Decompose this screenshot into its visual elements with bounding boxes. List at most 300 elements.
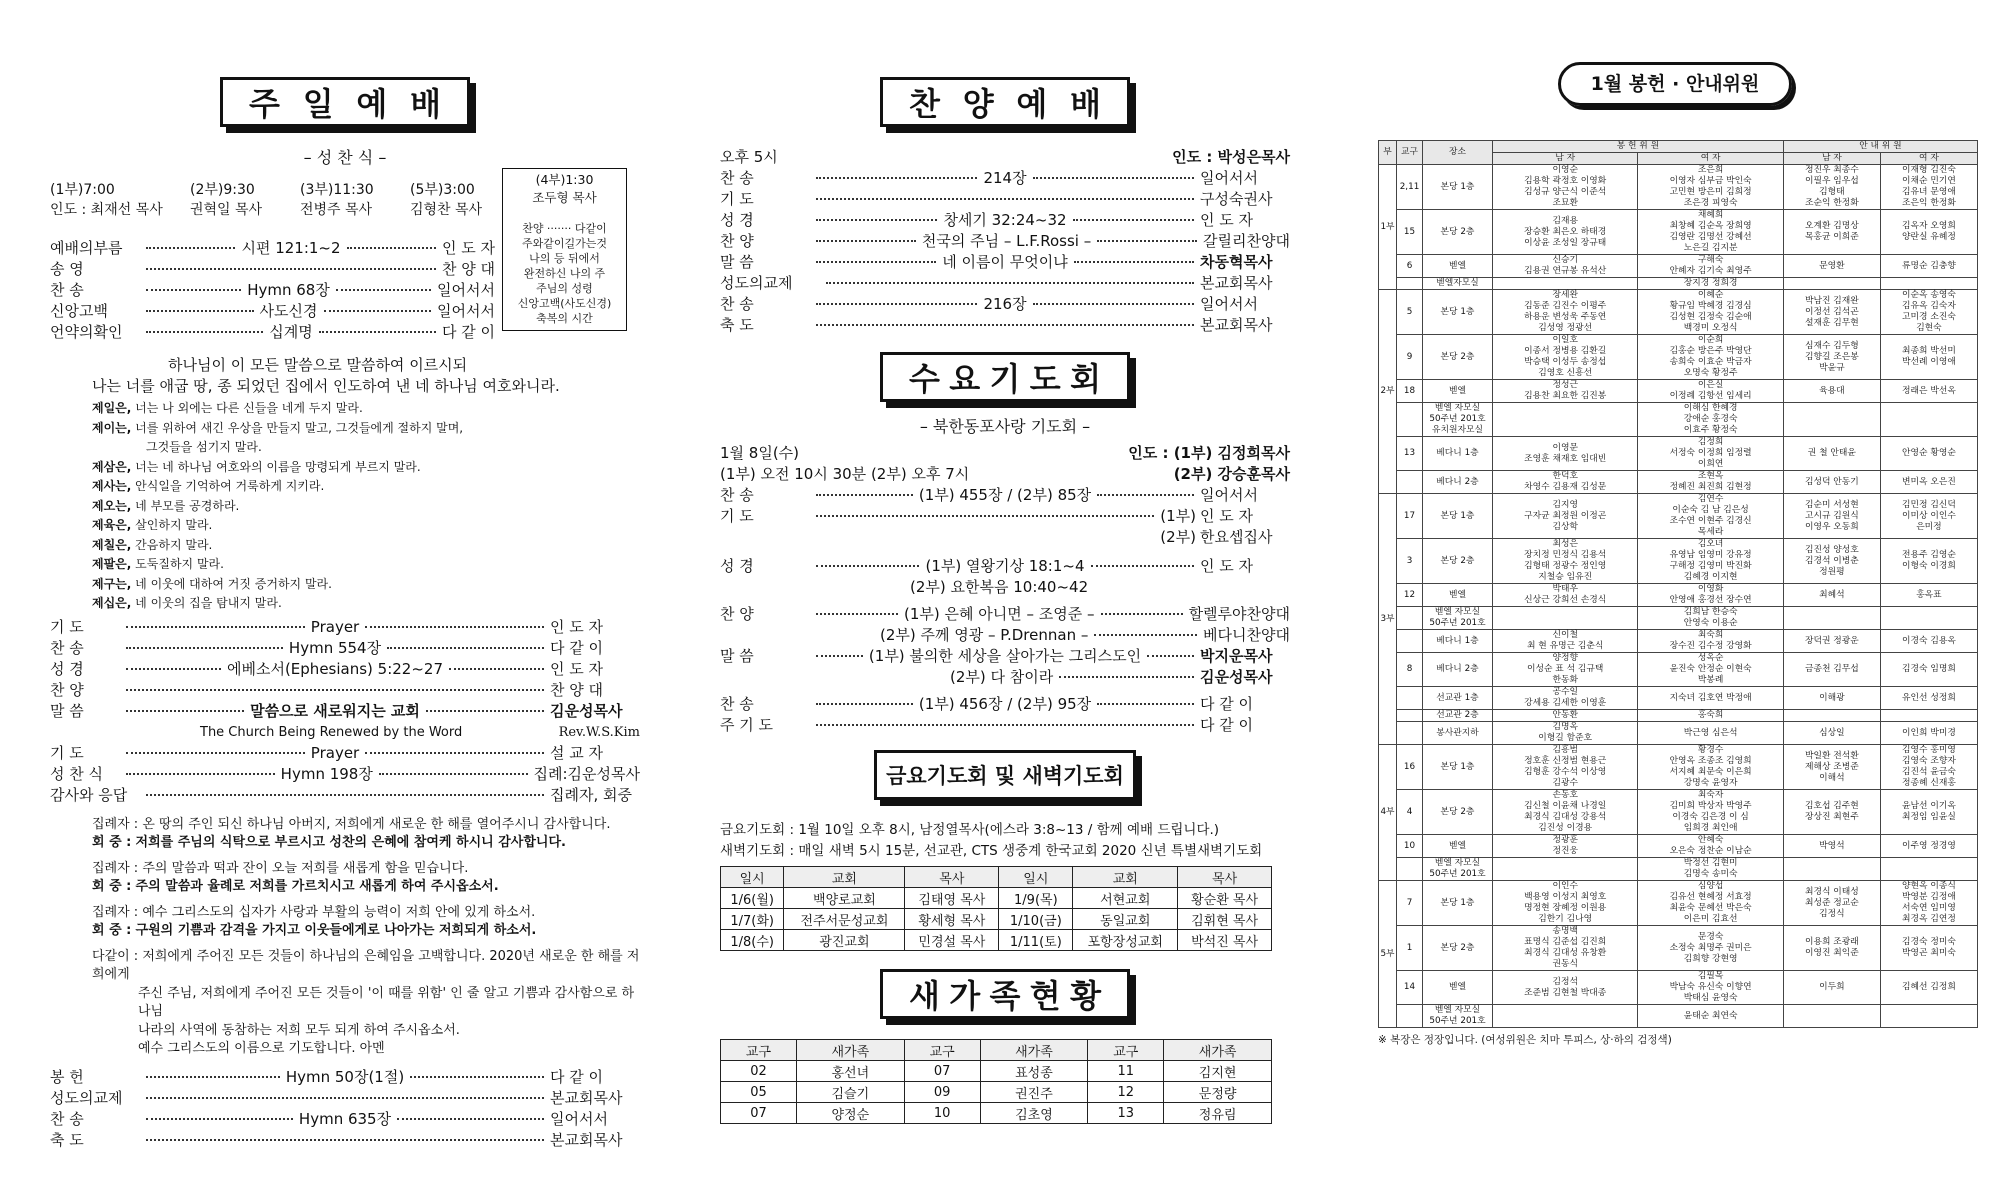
cell-line: 공수일 <box>1552 687 1578 697</box>
cell-line: 조준범 김현철 박대종 <box>1524 987 1607 998</box>
cell-d <box>1880 278 1977 290</box>
cell-line: 오계환 김명상 <box>1804 221 1859 231</box>
cell-line: 김형태 <box>1819 187 1845 197</box>
cell-c <box>1783 653 1880 687</box>
order-row: 신앙고백 사도신경 일어서서 <box>50 302 495 320</box>
cell-line: 선교관 2층 <box>1436 710 1479 720</box>
cell-g <box>1397 881 1423 926</box>
cell-line: 류명순 김충향 <box>1902 260 1956 271</box>
cell-line: 박근영 심은석 <box>1683 727 1738 738</box>
cell-line: 조순익 한정화 <box>1804 198 1859 208</box>
cell-line: 벧엘 <box>1449 982 1466 992</box>
table-row <box>1379 745 1978 790</box>
cell-line: 이순숙 김 남 김은성 <box>1672 505 1749 515</box>
cell-line: 김광수 <box>1552 778 1578 788</box>
cell-a <box>1493 210 1638 255</box>
cell-p <box>1423 278 1493 290</box>
cell-line: 8 <box>1406 664 1413 674</box>
cell-line: 이인희 박미경 <box>1902 727 1956 738</box>
cell-line: 벧엘 자모실 <box>1434 858 1481 868</box>
cell-line: 정종혜 신재홍 <box>1902 778 1956 788</box>
cell-p <box>1423 290 1493 335</box>
cell-c <box>1783 630 1880 653</box>
cell-line: 김영호 신흥선 <box>1538 368 1593 378</box>
table-row <box>1379 790 1978 835</box>
cell-p <box>1423 722 1493 745</box>
cell-line: 베다니 2층 <box>1436 476 1479 487</box>
cell-line: 김연수 <box>1697 494 1724 504</box>
cell-line: 본당 1층 <box>1440 897 1475 908</box>
cell-line: 김용학 곽정호 이영화 <box>1524 176 1607 186</box>
cell-line: 본당 1층 <box>1440 306 1475 317</box>
cell-line: 심재수 김두형 <box>1804 340 1859 351</box>
cell-b <box>1638 790 1783 835</box>
cell-line: 윤태순 최연숙 <box>1683 1010 1738 1021</box>
cell-line: 설재훈 김무현 <box>1804 317 1859 328</box>
service-1: (1부)7:00 인도 : 최재선 목사 <box>50 182 163 218</box>
cell-line: 이경숙 김용옥 <box>1902 635 1956 646</box>
cell-g <box>1397 437 1423 471</box>
cell-p <box>1423 858 1493 881</box>
cell-line: 김용권 연규봉 유석산 <box>1524 266 1607 276</box>
cell-line: 김순미 서성현 <box>1804 499 1859 510</box>
cell-line: 김진성 양성호 <box>1804 544 1859 555</box>
service-4-order: 찬양 ······· 다같이 주와같이길가는것 나의 등 뒤에서 완전하신 나의 주 주님의 성령 신앙고백(사도신경) 축복의 시간 <box>517 222 612 325</box>
cell-line: 안혜자 김기숙 최영주 <box>1669 266 1752 276</box>
cell-line: 정진웅 <box>1552 846 1578 856</box>
cell-line: 3 <box>1406 555 1413 566</box>
cell-line: 고미경 소진숙 <box>1902 312 1956 322</box>
praise-header: 오후 5시 인도 : 박성은목사 <box>720 148 1290 166</box>
cell-line: 이은실 <box>1697 380 1724 390</box>
cell-line: 15 <box>1403 226 1416 237</box>
cell-p <box>1423 584 1493 607</box>
cell-line: 10 <box>1403 840 1416 851</box>
cell-line: 김형태 정광수 정인영 <box>1524 561 1607 571</box>
cell-line: 이영문 <box>1552 442 1578 453</box>
cell-line: 안영옥 조종조 김영희 <box>1669 756 1752 766</box>
cell-d <box>1880 335 1977 380</box>
cell-g <box>1397 380 1423 403</box>
cell-line: 박승택 이성두 송정섭 <box>1524 357 1607 367</box>
cell-a <box>1493 165 1638 210</box>
order-row: 예배의부름 시편 121:1~2 인 도 자 <box>50 239 496 257</box>
cell-line: 50주년 201호 <box>1429 414 1486 424</box>
cell-g <box>1397 584 1423 607</box>
cell-b <box>1638 165 1783 210</box>
cell-g <box>1397 858 1423 881</box>
cell-line: 이재형 김진숙 <box>1902 165 1956 175</box>
cell-c <box>1783 745 1880 790</box>
cell-line: 김경석 이병춘 <box>1804 555 1859 566</box>
cell-line: 임희경 최인애 <box>1683 823 1738 833</box>
cell-line: 이영화 <box>1697 584 1724 594</box>
cell-line: 14 <box>1403 982 1416 992</box>
table-row <box>1379 653 1978 687</box>
cell-line: 윤남선 이기옥 <box>1902 801 1956 811</box>
cell-line: 김유옥 김숙자 <box>1902 301 1956 311</box>
table-row <box>1379 607 1978 630</box>
cell-c <box>1783 926 1880 971</box>
cell-d <box>1880 165 1977 210</box>
table-row <box>1379 539 1978 584</box>
cell-line: 이은미 김효선 <box>1683 914 1738 924</box>
cell-line: 양정향 <box>1552 653 1578 663</box>
cell-d <box>1880 1005 1977 1028</box>
cell-line: 오은숙 정찬순 이남순 <box>1669 846 1752 856</box>
cell-line: 심양섭 <box>1697 881 1724 891</box>
cell-line: 이채순 민기연 <box>1902 176 1956 186</box>
cell-a <box>1493 539 1638 584</box>
cell-a <box>1493 835 1638 858</box>
cell-line: 벧엘 <box>1449 385 1466 396</box>
cell-g <box>1397 335 1423 380</box>
cell-d <box>1880 539 1977 584</box>
cell-g <box>1397 710 1423 722</box>
cell-c <box>1783 494 1880 539</box>
cell-line: 조수연 이현주 김경신 <box>1669 516 1752 526</box>
cell-g <box>1397 607 1423 630</box>
cell-a <box>1493 290 1638 335</box>
cell-line: 13 <box>1403 448 1416 458</box>
table-row <box>1379 165 1978 210</box>
cell-line: 본당 1층 <box>1440 510 1475 521</box>
cell-line: 양란실 유혜정 <box>1902 232 1956 242</box>
cell-line: 김오녀 <box>1697 539 1724 549</box>
cell-g <box>1397 971 1423 1005</box>
cell-line: 김성현 김정숙 김순애 <box>1669 312 1752 322</box>
cell-line: 최성준 정교순 <box>1804 897 1859 908</box>
ushers-table: 부 교구 장소 봉 헌 위 원 안 내 위 원 남 자 여 자 남 자 여 자 1부 2,11 본당 1층 이영순 김용학 곽정호 이영화 김성규 양근식 이준석 조묘환 조은희 이영자 심부금 박인숙 고민현 방은미 김희정 조은경 피영숙 정진우 최종수 이필우 임우섭 김형태 조순익 한정화 이재형 김진숙 이채순 민기연 김유녀 문영애 조은익 한정화 15 본당 2층 김재용 장승환 최은오 하태경 이상윤 조성일 장규태 채혜희 최창혜 김순옥 장희영 김영란 김명선 강혜선 노은길 김지분 오계환 김명상 목홍균 이희준 김옥자 오영희 양란실 유혜정 6 벧엘 신승기 김용권 연규봉 유석산 구해숙 안혜자 김기숙 최영주 문영환 류명순 김충향 벧엘자모실 장지경 정희경 2부 5 본당 1층 장세완 김동준 김진수 이평주 하용운 변성욱 주동연 김성영 정광선 이혜순 황규임 박혜경 김경심 김성현 김정숙 김순애 백경미 오정식 박남진 김재완 이정선 김석곤 설재훈 김무현 이순옥 송영숙 김유옥 김숙자 고미경 소진숙 김현숙 9 본당 2층 이일호 이종서 정병용 김환길 박승택 이성두 송정섭 김영호 신흥선 이순희 김홍순 방은주 박영단 송희숙 이효순 박금자 오명숙 황정주 심재수 김두형 김향길 조은봉 박윤규 최종희 박선미 박선례 이영애 18 벧엘 정성근 김용찬 최요한 김진봉 이은실 이정례 김항선 임세리 육용대 정래은 박선옥 벧엘 자모실 50주년 201호 유치원자모실 이해심 한혜경 강애순 홍경숙 이효주 황정숙 13 베다니 1층 이영문 조영훈 채재호 임대빈 김정희 서정숙 이정희 임정렬 이희연 권 철 안태윤 안영순 황영순 베다니 2층 한덕호 차영수 김용재 김성문 조현옥 정혜진 최진희 김현정 김성덕 안동기 변미옥 오은진 3부 17 본당 1층 김지영 구자균 최정원 이정곤 김상학 김연수 이순숙 김 남 김은성 조수연 이현주 김경신 목세라 김순미 서성현 고시규 김원식 이영우 오동희 김민정 김신덕 이미상 이인수 은미정 3 본당 2층 최성은 장치정 민정식 김용석 김형태 정광수 정인영 지철승 임유진 김오녀 유영남 임영미 강유정 구해정 김영미 박진화 김혜경 이지현 김진성 양성호 김경석 이병춘 정원평 전용주 김영순 이형숙 이경희 12 벧엘 박태우 신상근 강희선 손경식 이영화 안영애 홍경선 장수연 최혜석 홍옥표 벧엘 자모실 50주년 201호 김희남 한승숙 안영숙 이용순 베다니 1층 신이철 최 현 유명근 김춘식 최숙희 장수진 김수정 강영화 장덕권 정광운 이경숙 김용옥 8 베다니 2층 양정향 이성순 표 석 김규택 한동화 성옥순 윤진숙 안정순 이현숙 박봉례 금종천 김무섭 김경숙 임명희 선교관 1층 공수일 강세용 김세한 이영훈 지숙녀 김호연 박정애 이해광 유인선 성정희 선교관 2층 안동환 홍숙희 봉사관지하 김명옥 이형길 함준호 박근영 심은석 심상일 이인희 박미경 4부 16 본당 1층 김흥범 정호훈 신정범 현용근 김형훈 강수석 이상영 김광수 황경수 안영옥 조종조 김영희 서지혜 최문숙 이은희 강명숙 윤영자 박일환 전석환 제해상 조병준 이해석 김영수 홍미영 김영숙 조향자 김진석 윤금숙 정종혜 신재홍 4 본당 2층 손동호 김신철 이윤채 나경일 최경식 김대성 강용석 김진성 이경용 최숙자 김미희 박상자 박영주 이경숙 김은경 이 심 임희경 최인애 김호섭 김주현 장상진 최현주 윤남선 이기옥 최정임 임윤실 10 벧엘 정광훈 정진웅 안혜숙 오은숙 정찬순 이남순 박영석 이주영 정경영 벧엘 자모실 50주년 201호 박정선 김현미 김명숙 송미숙 5부 7 본당 1층 이인수 백용영 이성지 최영호 명정현 장혜정 이원용 김한기 김나영 심양섭 김유선 현혜정 서효정 최윤숙 문혜선 박은숙 이은미 김효선 최경식 이태성 최성준 정교순 김정식 양현옥 이종식 박영분 김정애 서숙연 임미영 최경옥 김연정 1 본당 2층 송명백 표명식 김준섭 김진희 최경식 김대성 유창환 권동식 문경숙 소정숙 최명주 권미은 김희향 강현영 이용희 조광래 이영진 최익준 김경숙 정미숙 박영곤 최미숙 14 벧엘 김정석 조준범 김현철 박대종 김필목 박남숙 유신숙 이향연 박태심 윤영숙 이두희 김혜선 김정희 벧엘 자모실 50주년 201호 윤태순 최연숙 <box>1378 140 1978 1028</box>
cell-line: 김성규 양근식 이준석 <box>1524 187 1607 197</box>
cell-line: 정성근 <box>1552 380 1578 390</box>
cell-d <box>1880 971 1977 1005</box>
cell-line: 김형훈 강수석 이상영 <box>1524 767 1607 777</box>
cell-b <box>1638 210 1783 255</box>
cell-c <box>1783 835 1880 858</box>
cell-a <box>1493 380 1638 403</box>
cell-line: 권동식 <box>1552 959 1578 969</box>
cell-line: 하용운 변성욱 주동연 <box>1524 312 1607 322</box>
cell-g <box>1397 403 1423 437</box>
order-top <box>50 238 495 343</box>
cell-line: 벧엘 <box>1449 840 1466 851</box>
cell-line: 홍숙희 <box>1697 710 1724 720</box>
table-row: 05 김슬기 09 권진주 12 문정량 <box>721 1082 1272 1103</box>
cell-b <box>1638 290 1783 335</box>
table-row: 07 양정순 10 김초영 13 정유림 <box>721 1103 1272 1124</box>
dawn-prayer-table: 일시 교회 목사 일시 교회 목사 1/6(월) 백양로교회 김태영 목사 1/9(목) 서현교회 황순환 목사 1/7(화) 전주서문성교회 황세형 목사 1/10(금) 동일교회 김휘현 목사 1/8(수) 광진교회 민경설 목사 1/11(토) 포항장성교회 박석진 목사 <box>720 866 1272 951</box>
cell-a <box>1493 278 1638 290</box>
cell-line: 백경미 오정식 <box>1683 323 1738 333</box>
cell-line: 이종서 정병용 김환길 <box>1524 346 1607 356</box>
cell-line: 본당 2층 <box>1440 351 1475 362</box>
cell-line: 성옥순 <box>1697 653 1724 663</box>
cell-line: 베다니 1층 <box>1436 448 1479 458</box>
part-cell: 4부 <box>1379 745 1397 881</box>
cell-line: 송희숙 이효순 박금자 <box>1669 357 1752 367</box>
cell-line: 김미희 박상자 박영주 <box>1669 801 1752 811</box>
cell-line: 이영우 오동희 <box>1804 521 1859 532</box>
cell-g <box>1397 745 1423 790</box>
cell-a <box>1493 687 1638 710</box>
cell-line: 장지경 정희경 <box>1683 278 1738 288</box>
cell-p <box>1423 494 1493 539</box>
cell-p <box>1423 539 1493 584</box>
cell-line: 제해상 조병준 <box>1804 761 1859 772</box>
cell-line: 심상일 <box>1819 727 1845 738</box>
cell-line: 최 현 유명근 김춘식 <box>1527 641 1604 651</box>
cell-d <box>1880 710 1977 722</box>
cell-line: 손동호 <box>1552 790 1578 800</box>
cell-a <box>1493 790 1638 835</box>
part-cell: 1부 <box>1379 165 1397 290</box>
cell-d <box>1880 437 1977 471</box>
cell-b <box>1638 607 1783 630</box>
cell-p <box>1423 335 1493 380</box>
cell-b <box>1638 437 1783 471</box>
cell-line: 이정례 김항선 임세리 <box>1669 391 1752 401</box>
covenant-intro: 하나님이 이 모든 말씀으로 말씀하여 이르시되 <box>168 356 468 374</box>
cell-d <box>1880 835 1977 858</box>
cell-line: 본당 2층 <box>1440 226 1475 237</box>
cell-line: 이인수 <box>1552 881 1578 891</box>
cell-line: 김경숙 정미숙 <box>1902 937 1956 947</box>
cell-line: 목홍균 이희준 <box>1804 232 1859 242</box>
cell-a <box>1493 1005 1638 1028</box>
cell-line: 벧엘 자모실 <box>1434 1005 1481 1015</box>
cell-p <box>1423 403 1493 437</box>
cell-a <box>1493 722 1638 745</box>
table-row: 02 홍선녀 07 표성종 11 김지현 <box>721 1061 1272 1082</box>
cell-a <box>1493 255 1638 278</box>
cell-line: 신이철 <box>1552 630 1578 640</box>
cell-line: 김용찬 최요한 김진봉 <box>1524 391 1607 401</box>
cell-line: 김정식 <box>1819 908 1845 919</box>
cell-d <box>1880 471 1977 494</box>
sunday-worship-title: 주 일 예 배 <box>220 77 470 127</box>
cell-line: 50주년 201호 <box>1429 1016 1486 1026</box>
cell-b <box>1638 335 1783 380</box>
cell-line: 장세완 <box>1552 290 1578 300</box>
cell-p <box>1423 835 1493 858</box>
cell-line: 김희남 한승숙 <box>1683 607 1738 617</box>
cell-line: 베다니 1층 <box>1436 635 1479 646</box>
cell-line: 조은경 피영숙 <box>1683 198 1738 208</box>
cell-p <box>1423 653 1493 687</box>
cell-line: 안혜숙 <box>1697 835 1724 845</box>
cell-p <box>1423 790 1493 835</box>
cell-c <box>1783 584 1880 607</box>
cell-line: 최창혜 김순옥 장희영 <box>1669 221 1752 231</box>
cell-c <box>1783 471 1880 494</box>
cell-b <box>1638 653 1783 687</box>
cell-a <box>1493 607 1638 630</box>
table-row <box>1379 971 1978 1005</box>
cell-line: 조은희 <box>1697 165 1724 175</box>
cell-line: 유영남 임영미 강유정 <box>1669 550 1752 560</box>
cell-c <box>1783 403 1880 437</box>
cell-b <box>1638 630 1783 653</box>
cell-line: 이순옥 송영숙 <box>1902 290 1956 300</box>
cell-line: 명정현 장혜정 이원용 <box>1524 903 1607 913</box>
cell-line: 지철승 임유진 <box>1538 572 1593 582</box>
table-row <box>1379 471 1978 494</box>
cell-d <box>1880 290 1977 335</box>
cell-line: 5 <box>1406 306 1413 317</box>
cell-line: 김정희 <box>1697 437 1724 447</box>
cell-line: 서정숙 이정희 임정렬 <box>1669 448 1752 458</box>
cell-line: 본당 2층 <box>1440 806 1475 817</box>
ushers-body <box>1379 165 1978 1028</box>
cell-line: 신상근 강희선 손경식 <box>1524 595 1607 605</box>
cell-c <box>1783 335 1880 380</box>
cell-line: 권 철 안태윤 <box>1807 448 1856 458</box>
cell-line: 고시규 김원식 <box>1804 510 1859 521</box>
cell-line: 김희향 강현영 <box>1683 953 1738 964</box>
cell-a <box>1493 971 1638 1005</box>
cell-line: 변미옥 오은진 <box>1902 476 1956 487</box>
praise-worship-title: 찬 양 예 배 <box>880 77 1130 127</box>
cell-c <box>1783 607 1880 630</box>
cell-p <box>1423 971 1493 1005</box>
cell-line: 이일호 <box>1552 335 1578 345</box>
cell-b <box>1638 835 1783 858</box>
cell-c <box>1783 971 1880 1005</box>
cell-line: 이영자 심부금 박인숙 <box>1669 176 1752 186</box>
table-row <box>1379 255 1978 278</box>
cell-line: 이두희 <box>1819 982 1845 992</box>
service-4-box: (4부)1:30 조두형 목사 찬양 ······· 다같이 주와같이길가는것 나의 등 뒤에서 완전하신 나의 주 주님의 성령 신앙고백(사도신경) 축복의 시간 <box>502 168 627 331</box>
cell-line: 강세용 김세한 이영훈 <box>1524 698 1607 708</box>
cell-line: 유인선 성정희 <box>1902 692 1956 703</box>
cell-line: 이필우 임우섭 <box>1804 176 1859 186</box>
cell-line: 박영분 김정애 <box>1902 892 1956 902</box>
cell-g <box>1397 210 1423 255</box>
cell-line: 17 <box>1403 510 1416 521</box>
cell-line: 이순희 <box>1697 335 1724 345</box>
cell-b <box>1638 278 1783 290</box>
order-row: 찬 송 Hymn 68장 일어서서 <box>50 281 495 299</box>
cell-p <box>1423 710 1493 722</box>
order-row: 송 영 찬 양 대 <box>50 260 495 278</box>
cell-line: 박윤규 <box>1819 362 1845 373</box>
cell-d <box>1880 926 1977 971</box>
cell-g <box>1397 255 1423 278</box>
cell-c <box>1783 881 1880 926</box>
cell-line: 장상진 최현주 <box>1804 812 1859 822</box>
part-cell: 2부 <box>1379 290 1397 494</box>
new-family-table: 교구 새가족 교구 새가족 교구 새가족 02 홍선녀 07 표성종 11 김지현 05 김슬기 09 권진주 12 문정량 07 양정순 10 김초영 13 정유림 <box>720 1039 1272 1124</box>
cell-line: 김진석 윤금숙 <box>1902 767 1956 777</box>
table-row <box>1379 380 1978 403</box>
cell-line: 9 <box>1406 351 1413 362</box>
cell-line: 안영순 황영순 <box>1902 448 1956 458</box>
cell-line: 이희연 <box>1697 459 1724 469</box>
cell-c <box>1783 539 1880 584</box>
cell-p <box>1423 1005 1493 1028</box>
cell-line: 2,11 <box>1399 181 1420 192</box>
cell-line: 은미정 <box>1916 521 1942 532</box>
ten-commandments: 제일은, 너는 나 외에는 다른 신들을 네게 두지 말라. 제이는, 너를 위하여 새긴 우상을 만들지 말고, 그것들에게 절하지 말며, 그것들을 섬기지 말라. 제삼은, 너는 네 하나님 여호와의 이름을 망령되게 부르지 말라. 제사는, 안식일을 기억하여 거룩하게 지키라. 제오는, 네 부모를 공경하라. 제육은, 살인하지 말라. 제칠은, 간음하지 말라. 제팔은, 도둑질하지 말라. 제구는, 네 이웃에 대하여 거짓 증거하지 말라. 제십은, 네 이웃의 집을 탐내지 말라. <box>92 401 464 610</box>
cell-g <box>1397 653 1423 687</box>
table-row <box>1379 290 1978 335</box>
cell-g <box>1397 687 1423 710</box>
table-row <box>1379 437 1978 471</box>
cell-g <box>1397 835 1423 858</box>
cell-line: 조영훈 채재호 임대빈 <box>1524 453 1607 464</box>
cell-g <box>1397 790 1423 835</box>
cell-line: 박영곤 최미숙 <box>1902 948 1956 958</box>
cell-line: 장치정 민정식 김용석 <box>1524 550 1607 560</box>
table-row <box>1379 926 1978 971</box>
cell-line: 50주년 201호 <box>1429 618 1486 628</box>
cell-c <box>1783 687 1880 710</box>
cell-line: 벧엘 <box>1449 260 1466 271</box>
cell-line: 황규임 박혜경 김경심 <box>1669 301 1752 311</box>
cell-line: 18 <box>1403 385 1416 396</box>
cell-line: 장덕권 정광운 <box>1804 635 1859 646</box>
cell-line: 박남숙 유신숙 이향연 <box>1669 982 1752 992</box>
cell-line: 1 <box>1406 942 1413 953</box>
cell-g <box>1397 539 1423 584</box>
cell-line: 한동화 <box>1552 675 1578 685</box>
cell-line: 정래은 박선옥 <box>1902 385 1956 396</box>
cell-line: 정원평 <box>1819 566 1845 577</box>
cell-line: 구자균 최정원 이정곤 <box>1524 510 1607 521</box>
cell-line: 박정선 김현미 <box>1683 858 1738 868</box>
cell-g <box>1397 471 1423 494</box>
service-5: (5부)3:00 김형찬 목사 <box>410 182 483 218</box>
cell-line: 본당 1층 <box>1440 761 1475 772</box>
evening-column: 찬 양 예 배 오후 5시 인도 : 박성은목사 찬 송 214장 일어서서 기 도 구성숙권사 성 경 창세기 32:24~32 인 도 자 찬 양 천국의 주님 – L.F.Rossi – 갈릴리찬양대 말 씀 네 이름이 무엇이냐 차동혁목사 성도의교제 본교회목사 찬 송 216장 일어서서 축 도 본교회목사 수 요 기 도 회 – 북한동포사랑 기도회 – 1월 8일(수) 인도 : (1부) 김정희목사 (1부) 오전 10시 30분 (2부) 오후 7시 (2부) 강승훈목사 찬 송 (1부) 455장 / (2부) 85장 일어서서 기 도 (1부) 인 도 자 (2부) 한요셉집사 성 경 (1부) 열왕기상 18:1~4 인 도 자 (2부) 요한복음 10:40~42 찬 양 (1부) 은혜 아니면 – 조영준 – 할렐루야찬양대 (2부) 주께 영광 – P.Drennan – 베다니찬양대 말 씀 (1부) 불의한 세상을 살아가는 그리스도인 박지운목사 (2부) 다 참이라 김운성목사 찬 송 (1부) 456장 / (2부) 95장 다 같 이 주 기 도 다 같 이 금요기도회 및 새벽기도회 금요기도회 : 1월 10일 오후 8시, 남정열목사(에스라 3:8~13 / 함께 예배 드립니다.) 새벽기도회 : 매일 새벽 5시 15분, 선교관, CTS 생중계 한국교회 2020 신년 특별새벽기도회 일시 교회 목사 일시 교회 목사 1/6(월) 백양로교회 김태영 목사 1/9(목) 서현교회 황순환 목사 1/7(화) 전주서문성교회 황세형 목사 1/10(금) 동일교회 김휘현 목사 1/8(수) 광진교회 민경설 목사 1/11(토) 포항장성교회 박석진 목사 새 가 족 현 황 교구 새가족 교구 새가족 교구 새가족 02 홍선녀 07 표성종 11 김지현 05 김슬기 09 권진주 12 문정량 07 양정순 10 김초영 13 정유림 <box>720 0 1290 1192</box>
cell-line: 12 <box>1403 589 1416 600</box>
table-row: 1/6(월) 백양로교회 김태영 목사 1/9(목) 서현교회 황순환 목사 <box>721 888 1272 909</box>
cell-line: 김홍순 방은주 박영단 <box>1669 346 1752 356</box>
cell-g <box>1397 494 1423 539</box>
cell-line: 이해심 한혜경 <box>1683 403 1738 413</box>
cell-line: 벧엘자모실 <box>1436 278 1479 288</box>
cell-line: 김민정 김신덕 <box>1902 499 1956 510</box>
wednesday-prayer-title: 수 요 기 도 회 <box>880 352 1130 402</box>
table-row <box>1379 403 1978 437</box>
cell-c <box>1783 858 1880 881</box>
cell-c <box>1783 722 1880 745</box>
cell-line: 홍옥표 <box>1916 589 1942 600</box>
cell-d <box>1880 858 1977 881</box>
cell-line: 노은길 김지분 <box>1683 243 1738 253</box>
cell-line: 박태우 <box>1552 584 1578 594</box>
cell-line: 서지혜 최문숙 이은희 <box>1669 767 1752 777</box>
cell-line: 김유선 현혜정 서효정 <box>1669 892 1752 902</box>
cell-d <box>1880 210 1977 255</box>
cell-p <box>1423 380 1493 403</box>
cell-line: 본당 1층 <box>1440 181 1475 192</box>
sermon-english: The Church Being Renewed by the Word <box>200 724 463 740</box>
cell-line: 이혜순 <box>1697 290 1724 300</box>
cell-line: 최종희 박선미 <box>1902 346 1956 356</box>
cell-line: 김정석 <box>1552 976 1578 987</box>
table-row <box>1379 584 1978 607</box>
cell-line: 조현옥 <box>1697 471 1724 481</box>
cell-a <box>1493 437 1638 471</box>
cell-line: 정혜진 최진희 김현정 <box>1669 482 1752 492</box>
cell-d <box>1880 653 1977 687</box>
cell-line: 김혜선 김정희 <box>1902 982 1956 992</box>
cell-d <box>1880 790 1977 835</box>
cell-line: 채혜희 <box>1697 210 1724 220</box>
cell-line: 벧엘 자모실 <box>1434 403 1481 413</box>
